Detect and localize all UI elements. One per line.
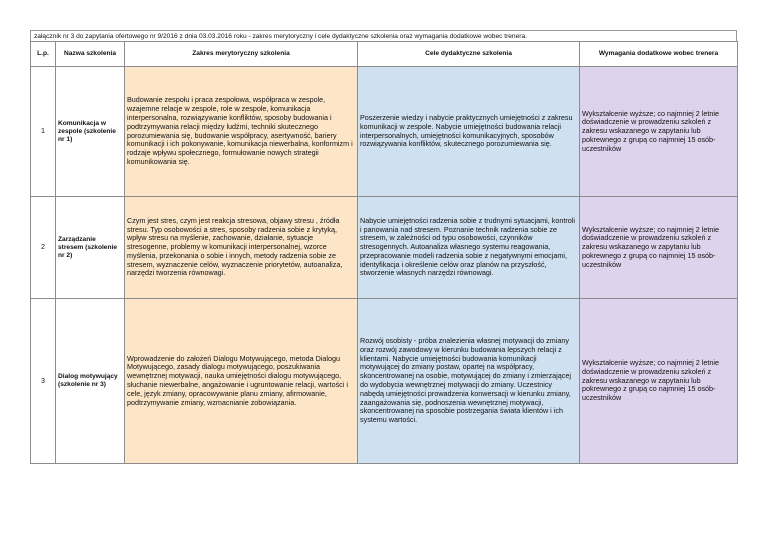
- table-row: [31, 67, 738, 197]
- row-wymagania: Wykształcenie wyższe; co najmniej 2 letnie doświadczenie w prowadzeniu szkoleń z zakresu wskazanego w zapytaniu lub pokrewnego z grupą co najmniej 15 osób-uczestników: [580, 299, 738, 464]
- row-lp: 2: [31, 197, 56, 299]
- row-nazwa: Komunikacja w zespole (szkolenie nr 1): [56, 67, 125, 197]
- header-zakres: Zakres merytoryczny szkolenia: [125, 42, 358, 67]
- row-cele: Rozwój osobisty - próba znalezienia własnej motywacji do zmiany oraz rozwój zawodowy w kierunku budowania lepszych relacji z klientami. Nabycie umiejętności budowania komunikacji motywującej do zmiany postaw, opartej na współpracy, skoncentrowanej na osobie, motywującej do zmiany i zmierzającej do wydobycia wewnętrznej motywacji do zmiany. Uczestnicy nabędą umiejętności prowadzenia konwersacji w kierunku zmiany, zaangażowania się, podnoszenia wewnętrznej motywacji, skoncentrowanej na sposobie postrzegania świata klientów i ich systemu wartości.: [358, 299, 580, 464]
- table-header-row: [31, 42, 738, 67]
- row-lp: 1: [31, 67, 56, 197]
- row-zakres: Czym jest stres, czym jest reakcja stresowa, objawy stresu , źródła stresu. Typ osobowości a stres, sposoby radzenia sobie z krytyką, wpływ stresu na myślenie, zachowanie, działanie, sytuacje stresogenne, problemy w komunikacji interpersonalnej, wzorce myślenia, przekonania o sobie i innych, metody radzenia sobie ze stresem, wyznaczenie celów, wyznaczenie priorytetów, autoanaliza, narzędzi tworzenia równowagi.: [125, 197, 358, 299]
- row-cele: Nabycie umiejętności radzenia sobie z trudnymi sytuacjami, kontroli i panowania nad stresem. Poznanie technik radzenia sobie ze stresem, w zależności od typu osobowości, czynników stresogennych. Autoanaliza własnego systemu reagowania, przepracowanie modeli radzenia sobie z negatywnymi emocjami, identyfikacja i określenie celów oraz planów na przyszłość, stworzenie własnych narzędzi równowagi.: [358, 197, 580, 299]
- table-row: [31, 299, 738, 464]
- document-caption: załącznik nr 3 do zapytania ofertowego nr 9/2016 z dnia 03.03.2016 roku - zakres merytoryczny i cele dydaktyczne szkolenia oraz wymagania dodatkowe wobec trenera.: [30, 30, 737, 41]
- row-cele: Poszerzenie wiedzy i nabycie praktycznych umiejętności z zakresu komunikacji w zespole. Nabycie umiejętności budowania relacji interpersonalnych, umiejętności komunikacyjnych, sposobów rozwiązywania konfliktów, skutecznego porozumiewania się.: [358, 67, 580, 197]
- row-nazwa: Dialog motywujący (szkolenie nr 3): [56, 299, 125, 464]
- header-lp: L.p.: [31, 42, 56, 67]
- training-table: [30, 41, 738, 464]
- row-zakres: Budowanie zespołu i praca zespołowa, współpraca w zespole, wzajemne relacje w zespole, role w zespole, komunikacja interpersonalna, rozwiązywanie konfliktów, sposoby budowania i podtrzymywania relacji między ludźmi, techniki skutecznego porozumiewania się, budowanie współpracy, asertywność, bariery komunikacji i ich pokonywanie, komunikacja niewerbalna, konformizm i rodzaje wpływu społecznego, formułowanie nowych strategii komunikowania się.: [125, 67, 358, 197]
- row-nazwa: Zarządzanie stresem (szkolenie nr 2): [56, 197, 125, 299]
- header-cele: Cele dydaktyczne szkolenia: [358, 42, 580, 67]
- header-nazwa: Nazwa szkolenia: [56, 42, 125, 67]
- row-wymagania: Wykształcenie wyższe; co najmniej 2 letnie doświadczenie w prowadzeniu szkoleń z zakresu wskazanego w zapytaniu lub pokrewnego z grupą co najmniej 15 osób-uczestników: [580, 67, 738, 197]
- row-zakres: Wprowadzenie do założeń Dialogu Motywującego, metoda Dialogu Motywującego, zasady dialogu motywującego, poszukiwania wewnętrznej motywacji, nauka umiejętności dialogu motywującego, słuchanie niewerbalne, angażowanie i ugruntowanie relacji, wartości i cele, język zmiany, opracowywanie planu zmiany, afirmowanie, podtrzymywanie zmiany, wzmacnianie zobowiązania.: [125, 299, 358, 464]
- header-wymagania: Wymagania dodatkowe wobec trenera: [580, 42, 738, 67]
- row-lp: 3: [31, 299, 56, 464]
- table-row: [31, 197, 738, 299]
- row-wymagania: Wykształcenie wyższe; co najmniej 2 letnie doświadczenie w prowadzeniu szkoleń z zakresu wskazanego w zapytaniu lub pokrewnego z grupą co najmniej 15 osób-uczestników: [580, 197, 738, 299]
